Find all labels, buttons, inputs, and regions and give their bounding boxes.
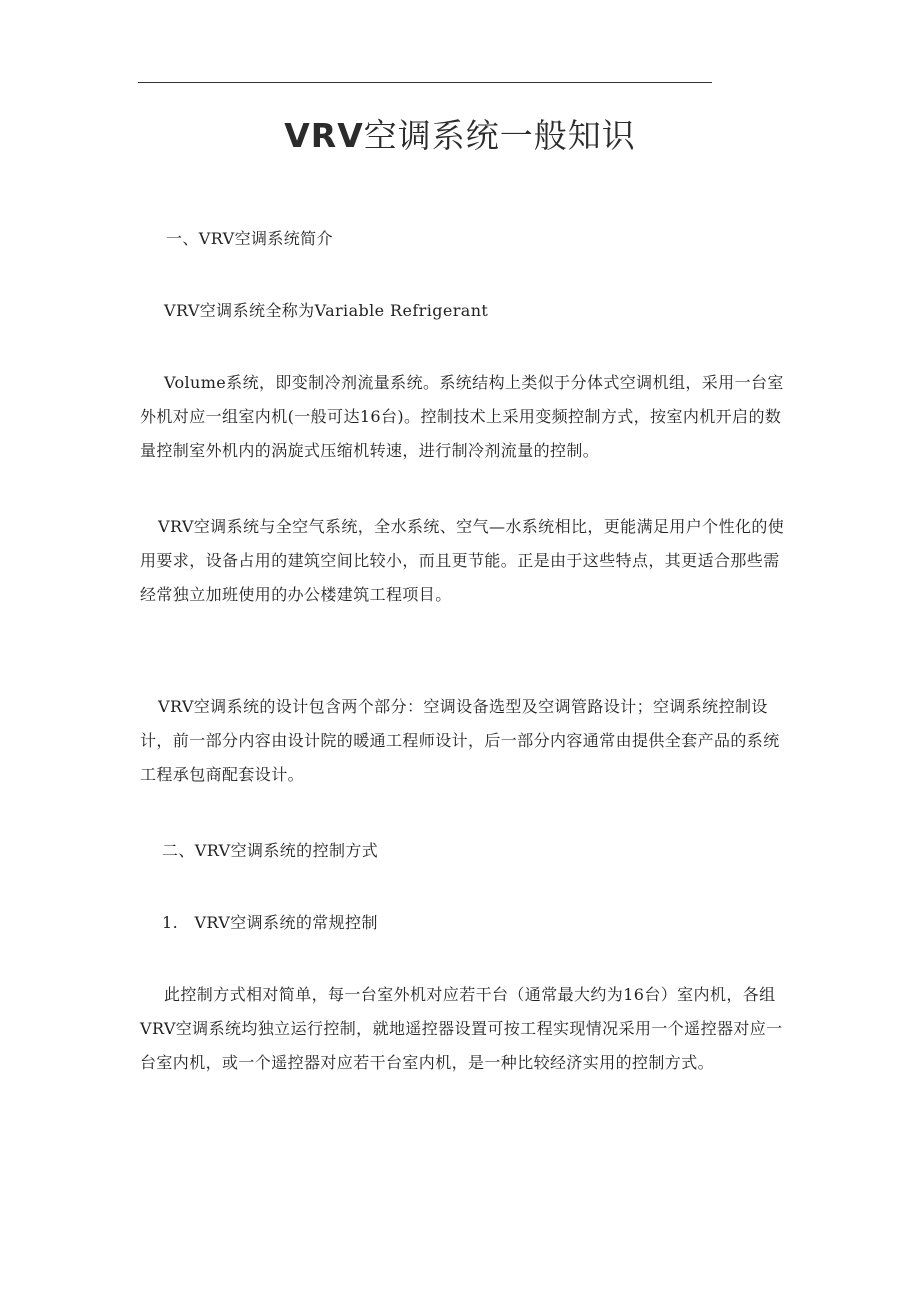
header-rule	[138, 82, 712, 83]
paragraph-comparison: VRV空调系统与全空气系统，全水系统、空气—水系统相比，更能满足用户个性化的使用要求，设备占用的建筑空间比较小，而且更节能。正是由于这些特点，其更适合那些需经常独立加班使用的办公楼建筑工程项目。	[140, 517, 785, 604]
title-latin: VRV	[284, 116, 364, 155]
subsection-heading-1: 1. VRV空调系统的常规控制	[162, 913, 378, 932]
paragraph-intro: VRV空调系统全称为Variable Refrigerant	[164, 301, 489, 320]
paragraph-volume: Volume系统，即变制冷剂流量系统。系统结构上类似于分体式空调机组，采用一台室外机对应一组室内机(一般可达16台)。控制技术上采用变频控制方式，按室内机开启的数量控制室外机内的涡旋式压缩机转速，进行制冷剂流量的控制。	[140, 373, 784, 460]
title-cjk: 空调系统一般知识	[363, 116, 636, 155]
page-title	[0, 112, 920, 160]
paragraph-design: VRV空调系统的设计包含两个部分：空调设备选型及空调管路设计；空调系统控制设计，前一部分内容由设计院的暖通工程师设计，后一部分内容通常由提供全套产品的系统工程承包商配套设计。	[140, 697, 780, 784]
paragraph-routine-control: 此控制方式相对简单，每一台室外机对应若干台（通常最大约为16台）室内机，各组VRV空调系统均独立运行控制，就地遥控器设置可按工程实现情况采用一个遥控器对应一台室内机，或一个遥控器对应若干台室内机，是一种比较经济实用的控制方式。	[140, 985, 783, 1072]
section-heading-1: 一、VRV空调系统简介	[166, 229, 333, 248]
section-heading-2: 二、VRV空调系统的控制方式	[162, 841, 379, 860]
